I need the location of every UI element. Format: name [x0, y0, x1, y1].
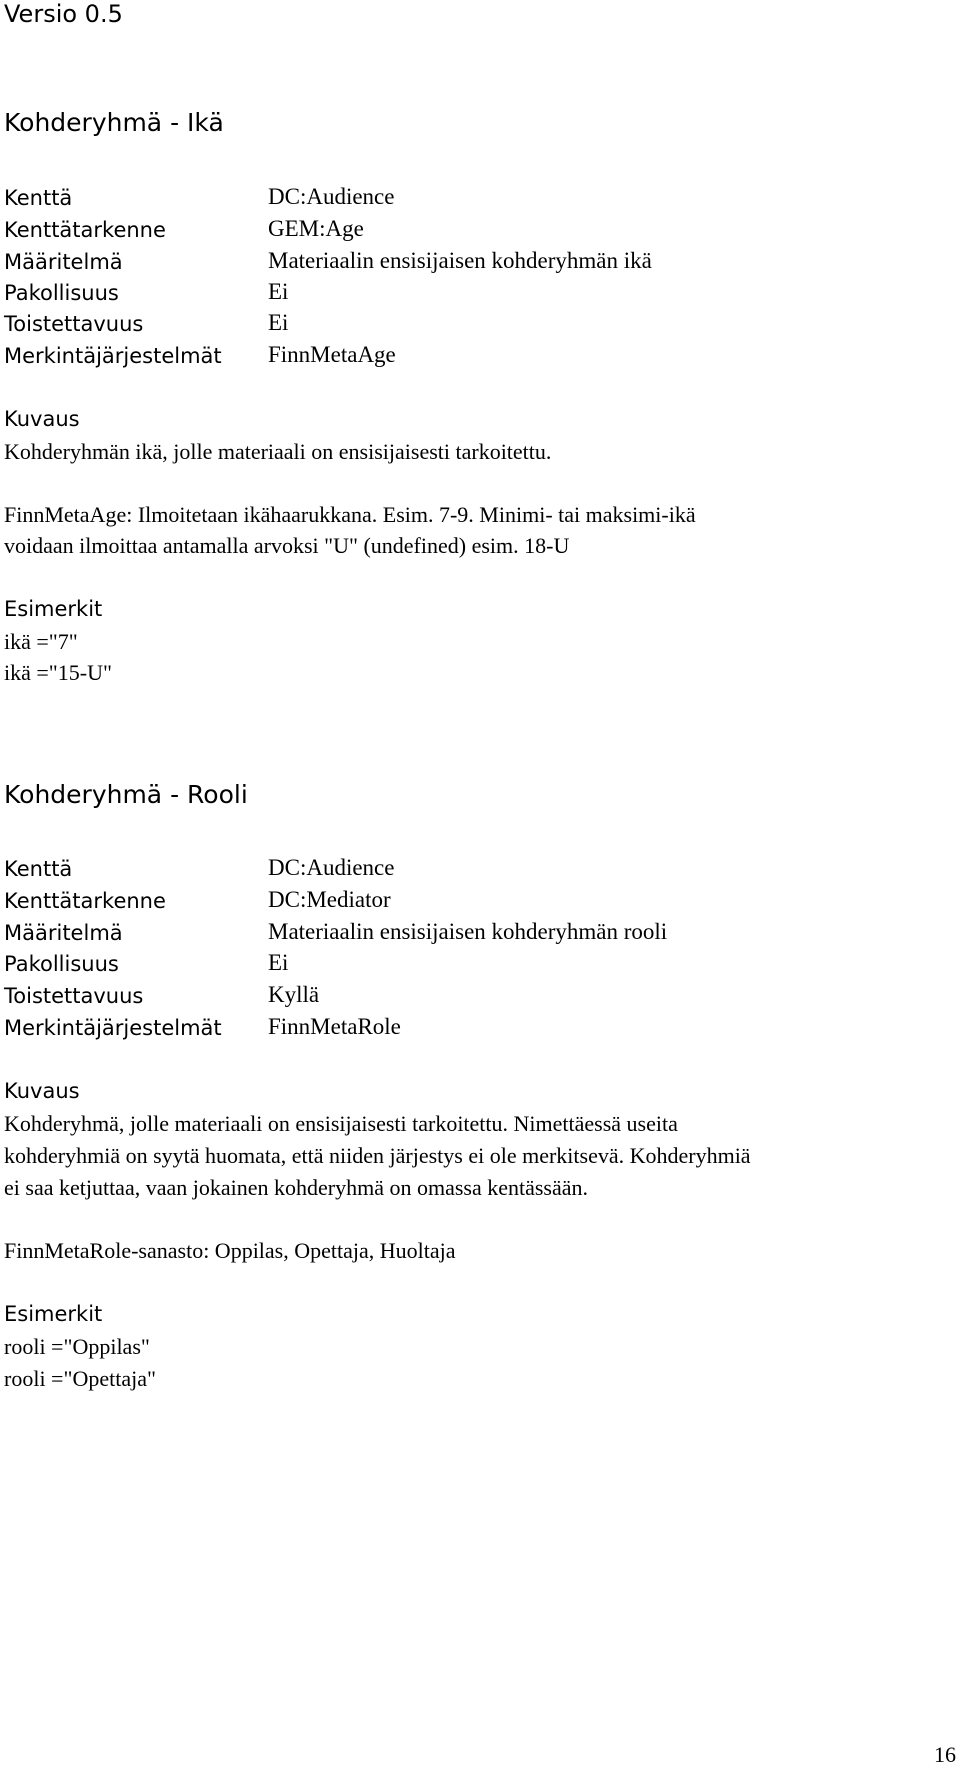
field-label: Määritelmä: [4, 250, 123, 274]
field-label: Pakollisuus: [4, 281, 119, 305]
field-value: DC:Audience: [268, 855, 395, 880]
field-value: FinnMetaRole: [268, 1014, 401, 1039]
field-label: Kenttä: [4, 186, 73, 210]
section-heading-role: Kohderyhmä - Rooli: [4, 780, 248, 809]
kuvaus-label: Kuvaus: [4, 1079, 80, 1103]
field-value: Ei: [268, 950, 289, 975]
field-label: Merkintäjärjestelmät: [4, 344, 222, 368]
esimerkit-label: Esimerkit: [4, 1302, 103, 1326]
esimerkit-label: Esimerkit: [4, 597, 103, 621]
field-label: Määritelmä: [4, 921, 123, 945]
field-value: Materiaalin ensisijaisen kohderyhmän ikä: [268, 248, 652, 273]
description-line: voidaan ilmoittaa antamalla arvoksi "U" (undefined) esim. 18-U: [4, 533, 570, 558]
section-heading-age: Kohderyhmä - Ikä: [4, 108, 224, 137]
field-label: Pakollisuus: [4, 952, 119, 976]
version-label: Versio 0.5: [4, 0, 123, 28]
page-number: 16: [934, 1742, 956, 1767]
example-line: ikä ="7": [4, 629, 78, 654]
field-label: Merkintäjärjestelmät: [4, 1016, 222, 1040]
field-label: Toistettavuus: [4, 312, 144, 336]
description-line: Kohderyhmä, jolle materiaali on ensisijaisesti tarkoitettu. Nimettäessä useita: [4, 1111, 678, 1136]
field-value: Ei: [268, 310, 289, 335]
field-value: FinnMetaAge: [268, 342, 396, 367]
example-line: rooli ="Oppilas": [4, 1334, 150, 1359]
field-label: Toistettavuus: [4, 984, 144, 1008]
kuvaus-label: Kuvaus: [4, 407, 80, 431]
description-line: ei saa ketjuttaa, vaan jokainen kohderyhmä on omassa kentässään.: [4, 1175, 589, 1200]
description-line: Kohderyhmän ikä, jolle materiaali on ensisijaisesti tarkoitettu.: [4, 439, 552, 464]
field-value: DC:Mediator: [268, 887, 391, 912]
example-line: ikä ="15-U": [4, 660, 112, 685]
field-label: Kenttä: [4, 857, 73, 881]
field-value: GEM:Age: [268, 216, 364, 241]
description-line: FinnMetaRole-sanasto: Oppilas, Opettaja, Huoltaja: [4, 1238, 456, 1263]
field-value: DC:Audience: [268, 184, 395, 209]
description-line: kohderyhmiä on syytä huomata, että niiden järjestys ei ole merkitsevä. Kohderyhmiä: [4, 1143, 751, 1168]
example-line: rooli ="Opettaja": [4, 1366, 156, 1391]
description-line: FinnMetaAge: Ilmoitetaan ikähaarukkana. Esim. 7-9. Minimi- tai maksimi-ikä: [4, 502, 696, 527]
field-value: Kyllä: [268, 982, 320, 1007]
field-label: Kenttätarkenne: [4, 218, 166, 242]
field-value: Ei: [268, 279, 289, 304]
field-label: Kenttätarkenne: [4, 889, 166, 913]
field-value: Materiaalin ensisijaisen kohderyhmän rooli: [268, 919, 668, 944]
